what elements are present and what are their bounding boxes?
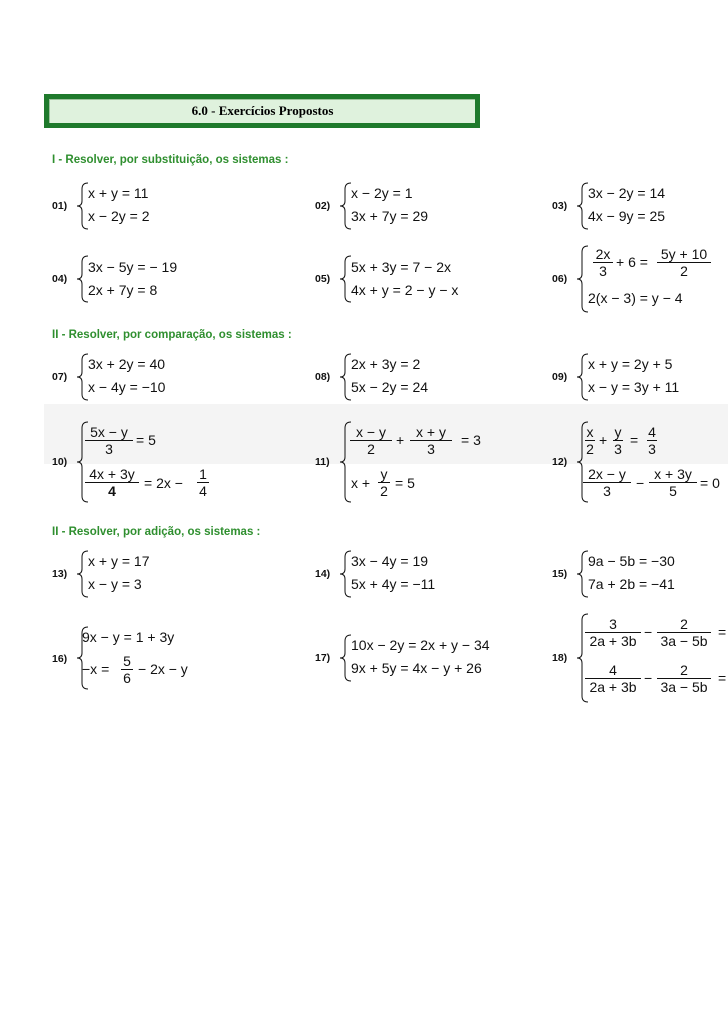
exercise-03 xyxy=(552,181,722,231)
fraction xyxy=(656,246,712,279)
fraction xyxy=(584,616,642,649)
numerator: x xyxy=(586,424,594,440)
numerator: 5 xyxy=(123,653,131,669)
numerator: x + y xyxy=(416,424,446,440)
exercise-08 xyxy=(315,352,535,402)
exercise-10 xyxy=(52,420,292,504)
numerator: 1 xyxy=(199,466,207,482)
exercise-number: 18) xyxy=(552,652,568,664)
denominator: 3a − 5b xyxy=(660,633,708,649)
numerator: x − y xyxy=(356,424,386,440)
numerator: y xyxy=(380,466,388,482)
equation-2: x − 2y = 2 xyxy=(88,208,150,224)
numerator: 2 xyxy=(680,616,688,632)
exercise-12 xyxy=(552,420,728,504)
equation-term: = 5 xyxy=(136,432,156,448)
exercise-number: 12) xyxy=(552,456,568,468)
exercise-15 xyxy=(552,549,728,599)
denominator: 2 xyxy=(367,441,375,457)
fraction xyxy=(656,616,712,649)
exercise-number: 02) xyxy=(315,200,331,212)
denominator: 2 xyxy=(586,441,594,457)
equation-1: 9x − y = 1 + 3y xyxy=(82,629,175,645)
exercise-09 xyxy=(552,352,728,402)
equation-2: 7a + 2b = −41 xyxy=(588,576,675,592)
equation-term: + xyxy=(599,432,608,448)
fraction xyxy=(349,424,393,457)
exercise-number: 11) xyxy=(315,456,330,468)
equation-term: = xyxy=(718,670,727,686)
denominator: 3 xyxy=(614,441,622,457)
numerator: x + 3y xyxy=(654,466,692,482)
equation-1: 3x − 4y = 19 xyxy=(351,553,429,569)
fraction xyxy=(120,653,134,686)
equation-term: + xyxy=(396,432,405,448)
exercise-number: 17) xyxy=(315,652,331,664)
exercise-17 xyxy=(315,633,545,683)
exercise-01 xyxy=(52,181,282,231)
title-banner-inner xyxy=(49,99,475,123)
equation-term: = xyxy=(630,432,639,448)
exercise-05 xyxy=(315,254,535,304)
numerator: 4 xyxy=(648,424,656,440)
denominator: 2 xyxy=(680,263,688,279)
fraction xyxy=(582,466,632,499)
equation-1: x + y = 2y + 5 xyxy=(588,356,673,372)
denominator: 3 xyxy=(648,441,656,457)
fraction xyxy=(409,424,453,457)
equation-2: 4x + y = 2 − y − x xyxy=(351,282,459,298)
equation-term: + 6 = xyxy=(616,254,648,270)
numerator: 4x + 3y xyxy=(89,466,135,482)
numerator: 5y + 10 xyxy=(660,246,708,262)
fraction xyxy=(656,662,712,695)
exercise-16 xyxy=(52,625,282,691)
denominator: 3a − 5b xyxy=(660,679,708,695)
fraction xyxy=(377,466,391,499)
section-title-addition: II - Resolver, por adição, os sistemas : xyxy=(52,526,261,538)
exercise-02 xyxy=(315,181,535,231)
numerator: y xyxy=(614,424,622,440)
exercise-11 xyxy=(315,420,545,504)
denominator: 2a + 3b xyxy=(589,633,637,649)
fraction xyxy=(84,466,140,499)
exercise-number: 09) xyxy=(552,371,568,383)
equation-2: x − y = 3y + 11 xyxy=(588,379,680,395)
numerator: 2x xyxy=(595,246,611,262)
fraction xyxy=(584,662,642,695)
numerator: 4 xyxy=(609,662,617,678)
title-banner xyxy=(44,94,480,128)
exercise-06 xyxy=(552,244,728,314)
denominator: 3 xyxy=(427,441,435,457)
exercise-18 xyxy=(552,612,728,704)
equation-1: x + y = 17 xyxy=(88,553,150,569)
equation-term: −x = xyxy=(82,661,110,677)
page-title: 6.0 - Exercícios Propostos xyxy=(191,103,334,118)
exercise-number: 10) xyxy=(52,456,68,468)
fraction xyxy=(196,466,210,499)
exercise-number: 04) xyxy=(52,273,68,285)
exercise-number: 14) xyxy=(315,568,331,580)
exercise-number: 08) xyxy=(315,371,331,383)
exercise-13 xyxy=(52,549,282,599)
fraction xyxy=(84,424,134,457)
equation-1: x − 2y = 1 xyxy=(351,185,413,201)
denominator: 3 xyxy=(603,483,611,499)
exercise-number: 03) xyxy=(552,200,568,212)
exercise-04 xyxy=(52,254,282,304)
denominator: 4 xyxy=(108,483,116,499)
equation-term: = xyxy=(718,624,727,640)
equation-1: 3x − 5y = − 19 xyxy=(88,259,178,275)
fraction xyxy=(646,424,658,457)
equation-2: 5x − 2y = 24 xyxy=(351,379,429,395)
exercise-07 xyxy=(52,352,282,402)
equation-2: 3x + 7y = 29 xyxy=(351,208,429,224)
denominator: 2 xyxy=(380,483,388,499)
fraction xyxy=(592,246,614,279)
equation-2: 9x + 5y = 4x − y + 26 xyxy=(351,660,482,676)
exercise-number: 16) xyxy=(52,653,68,665)
equation-1: 2x + 3y = 2 xyxy=(351,356,421,372)
equation-1: x + y = 11 xyxy=(88,185,149,201)
exercise-number: 13) xyxy=(52,568,68,580)
exercise-number: 05) xyxy=(315,273,331,285)
equation-2: 2x + 7y = 8 xyxy=(88,282,158,298)
exercise-number: 01) xyxy=(52,200,68,212)
fraction xyxy=(612,424,624,457)
equation-2: 4x − 9y = 25 xyxy=(588,208,666,224)
equation-2: x − 4y = −10 xyxy=(88,379,166,395)
equation-1: 3x − 2y = 14 xyxy=(588,185,666,201)
exercise-number: 15) xyxy=(552,568,568,580)
equation-term: − 2x − y xyxy=(138,661,188,677)
equation-1: 9a − 5b = −30 xyxy=(588,553,675,569)
denominator: 3 xyxy=(599,263,607,279)
equation-2: 5x + 4y = −11 xyxy=(351,576,436,592)
section-title-comparison: II - Resolver, por comparação, os sistemas : xyxy=(52,329,292,341)
exercise-14 xyxy=(315,549,535,599)
equation-term: = 2x − xyxy=(144,475,183,491)
fraction xyxy=(648,466,698,499)
denominator: 3 xyxy=(105,441,113,457)
equation-term: = 0 xyxy=(700,475,720,491)
denominator: 4 xyxy=(199,483,207,499)
numerator: 5x − y xyxy=(90,424,128,440)
equation-1: 3x + 2y = 40 xyxy=(88,356,166,372)
equation-term: − xyxy=(644,670,653,686)
fraction xyxy=(584,424,596,457)
denominator: 6 xyxy=(123,670,131,686)
equation-1: 10x − 2y = 2x + y − 34 xyxy=(351,637,490,653)
equation-term: − xyxy=(636,475,645,491)
equation-term: x + xyxy=(351,475,371,491)
equation-2: 2(x − 3) = y − 4 xyxy=(588,290,683,306)
equation-term: − xyxy=(644,624,653,640)
numerator: 3 xyxy=(609,616,617,632)
denominator: 2a + 3b xyxy=(589,679,637,695)
equation-1: 5x + 3y = 7 − 2x xyxy=(351,259,452,275)
equation-term: = 5 xyxy=(395,475,415,491)
exercise-number: 07) xyxy=(52,371,68,383)
numerator: 2 xyxy=(680,662,688,678)
exercise-number: 06) xyxy=(552,273,568,285)
section-title-substitution: I - Resolver, por substituição, os sistemas : xyxy=(52,154,289,166)
numerator: 2x − y xyxy=(588,466,626,482)
equation-2: x − y = 3 xyxy=(88,576,142,592)
denominator: 5 xyxy=(669,483,677,499)
equation-term: = 3 xyxy=(461,432,481,448)
